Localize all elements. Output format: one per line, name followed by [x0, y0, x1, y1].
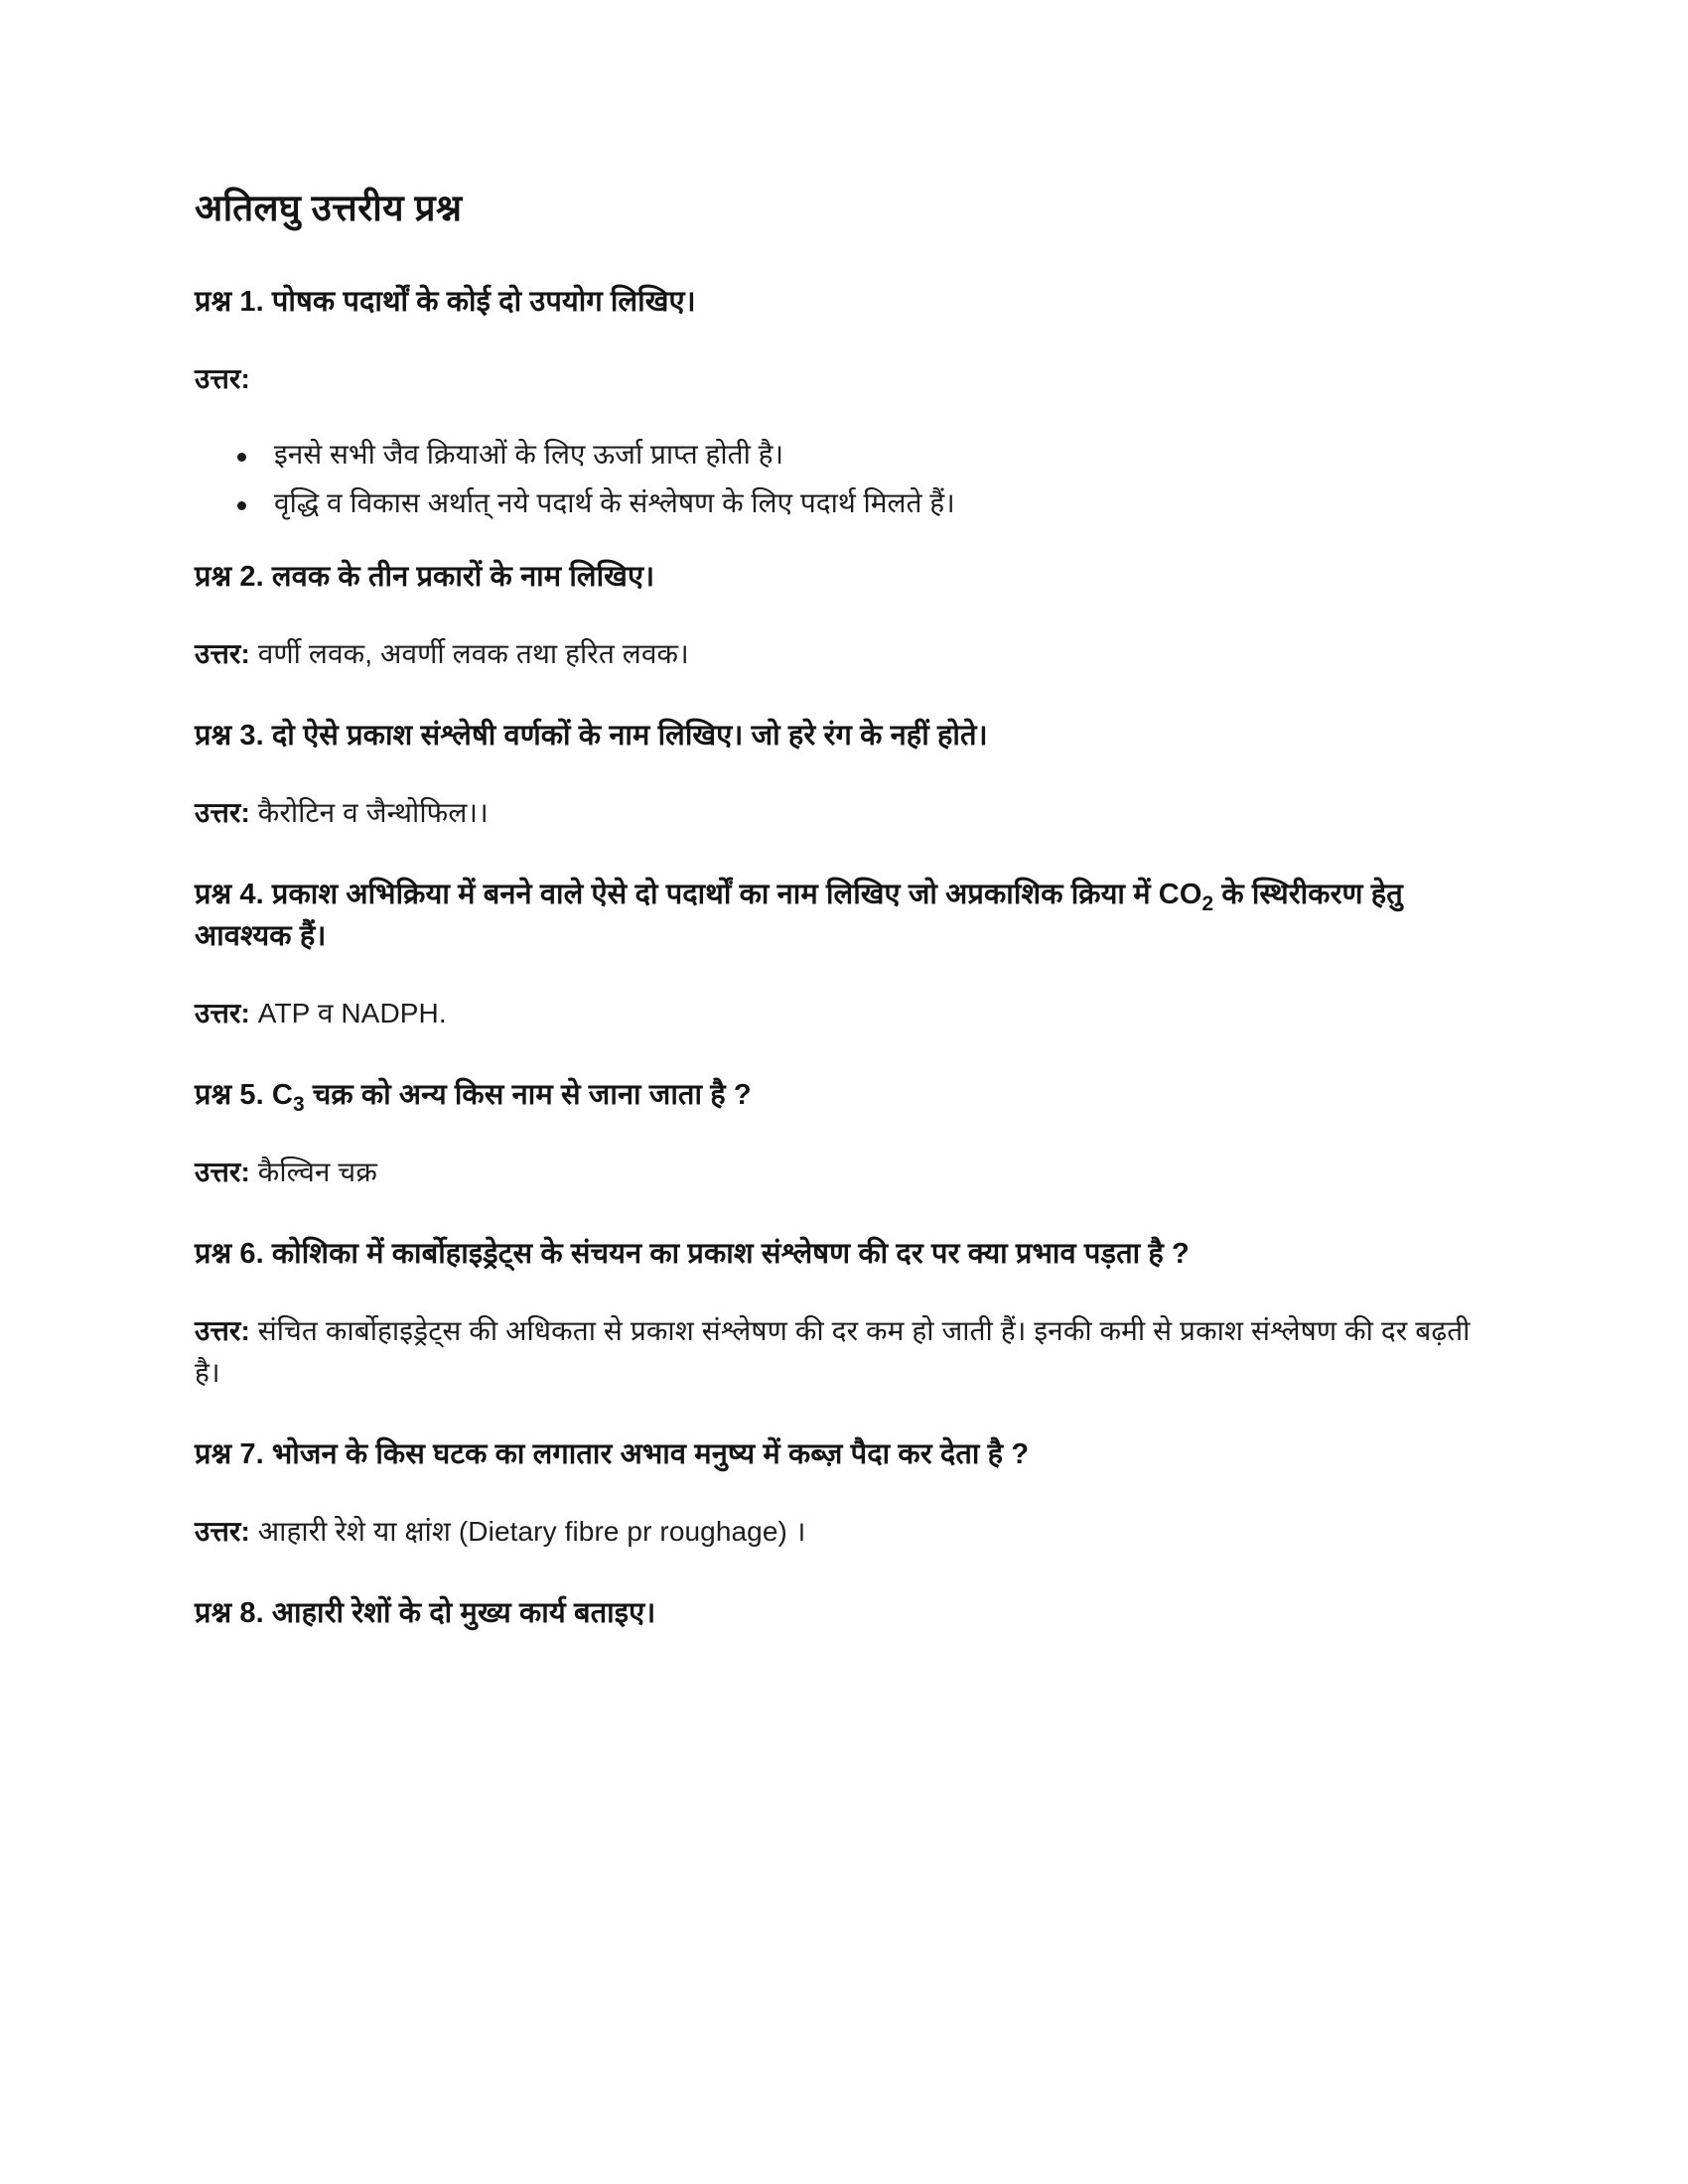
- answer-label-2: उत्तर:: [195, 638, 250, 670]
- answer-text-3: कैरोटिन व जैन्थोफिल।।: [257, 797, 489, 829]
- page-title: अतिलघु उत्तरीय प्रश्न: [195, 188, 463, 228]
- question-text-4-part1: प्रश्न 4. प्रकाश अभिक्रिया में बनने वाले ऐसे दो पदार्थों का नाम लिखिए जो अप्रकाशिक क्रिया में CO: [195, 879, 1202, 911]
- answer-label-7: उत्तर:: [195, 1516, 250, 1548]
- answer-text-2: वर्णी लवक, अवर्णी लवक तथा हरित लवक।: [257, 638, 689, 670]
- qa-block-3: [195, 715, 1471, 834]
- qa-block-1: [195, 281, 1471, 524]
- question-subscript-4: 2: [1201, 891, 1214, 915]
- question-text-4-part2: के स्थिरीकरण हेतु आवश्यक हैं।: [195, 879, 1403, 953]
- answer-block-3: [195, 792, 1471, 834]
- question-text-5: [195, 1074, 1471, 1116]
- answer-block-1: [195, 358, 1471, 400]
- answer-text-7: आहारी रेशे या क्षांश (Dietary fibre pr roughage) ।: [257, 1516, 806, 1548]
- list-item: इनसे सभी जैव क्रियाओं के लिए ऊर्जा प्राप्त होती है।: [195, 434, 1471, 477]
- question-text-8: प्रश्न 8. आहारी रेशों के दो मुख्य कार्य बताइए।: [195, 1597, 656, 1630]
- document-content: [195, 184, 1471, 1670]
- answer-text-5: कैल्विन चक्र: [257, 1157, 377, 1188]
- question-text-5-part2: चक्र को अन्य किस नाम से जाना जाता है ?: [304, 1079, 752, 1112]
- answer-block-2: [195, 633, 1471, 675]
- answer-block-7: [195, 1511, 1471, 1553]
- qa-block-6: [195, 1233, 1471, 1394]
- answer-label-1: उत्तर:: [195, 362, 250, 394]
- answer-label-3: उत्तर:: [195, 797, 250, 829]
- qa-block-8: [195, 1592, 1471, 1634]
- question-text-7: प्रश्न 7. भोजन के किस घटक का लगातार अभाव मनुष्य में कब्ज़ पैदा कर देता है ?: [195, 1438, 1030, 1471]
- answer-label-6: उत्तर:: [195, 1315, 250, 1347]
- question-text-6: प्रश्न 6. कोशिका में कार्बोहाइड्रेट्स के संचयन का प्रकाश संश्लेषण की दर पर क्या प्रभाव पड़ता है ?: [195, 1238, 1190, 1271]
- answer-block-4: [195, 993, 1471, 1034]
- question-subscript-5: 3: [292, 1093, 305, 1117]
- question-text-4: [195, 874, 1466, 957]
- qa-block-2: [195, 556, 1471, 675]
- qa-block-7: [195, 1433, 1471, 1553]
- question-text-1: प्रश्न 1. पोषक पदार्थों के कोई दो उपयोग लिखिए।: [195, 285, 696, 318]
- answer-text-6: संचित कार्बोहाइड्रेट्स की अधिकता से प्रकाश संश्लेषण की दर कम हो जाती हैं। इनकी कमी से प्रकाश संश्लेषण की दर बढ़ती है।: [195, 1315, 1471, 1389]
- answer-label-4: उत्तर:: [195, 998, 250, 1029]
- answer-bullet-list-1: [195, 434, 1471, 524]
- list-item: वृद्धि व विकास अर्थात् नये पदार्थ के संश्लेषण के लिए पदार्थ मिलते हैं।: [195, 482, 1471, 525]
- question-text-3: प्रश्न 3. दो ऐसे प्रकाश संश्लेषी वर्णकों के नाम लिखिए। जो हरे रंग के नहीं होते।: [195, 720, 988, 752]
- answer-block-6: [195, 1310, 1471, 1394]
- qa-block-5: [195, 1074, 1471, 1193]
- question-text-5-part1: प्रश्न 5. C: [195, 1079, 293, 1112]
- answer-block-5: [195, 1152, 1471, 1193]
- answer-text-4: ATP व NADPH.: [257, 998, 447, 1029]
- answer-label-5: उत्तर:: [195, 1157, 250, 1188]
- question-text-2: प्रश्न 2. लवक के तीन प्रकारों के नाम लिखिए।: [195, 561, 655, 594]
- qa-block-4: [195, 874, 1471, 1034]
